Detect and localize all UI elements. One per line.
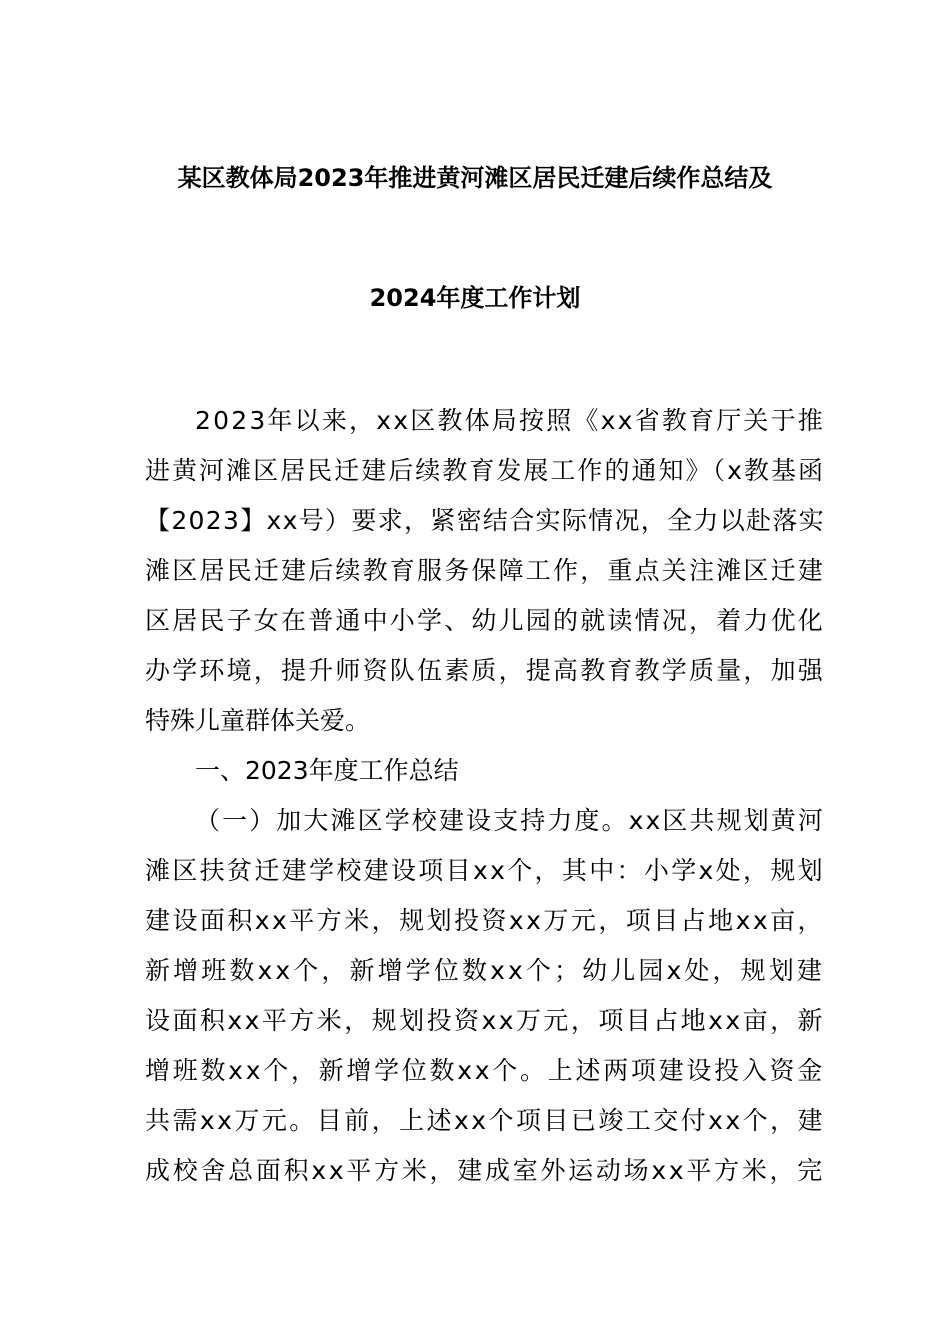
paragraph-line: 设面积xx平方米，规划投资xx万元，项目占地xx亩，新 <box>145 1006 825 1035</box>
document-body <box>145 401 825 1201</box>
paragraph-line: 滩区扶贫迁建学校建设项目xx个，其中：小学x处，规划 <box>145 856 825 885</box>
paragraph-line: 成校舍总面积xx平方米，建成室外运动场xx平方米，完 <box>145 1156 825 1185</box>
document-title-line-2: 2024年度工作计划 <box>369 284 581 312</box>
paragraph-school-construction <box>145 801 825 1201</box>
paragraph-line: 2023年以来，xx区教体局按照《xx省教育厅关于推 <box>195 406 825 435</box>
paragraph-line: 办学环境，提升师资队伍素质，提高教育教学质量，加强 <box>145 656 825 685</box>
paragraph-line: 增班数xx个，新增学位数xx个。上述两项建设投入资金 <box>145 1056 825 1085</box>
section-heading: 一、2023年度工作总结 <box>195 756 459 785</box>
paragraph-intro <box>145 401 825 751</box>
paragraph-line: 区居民子女在普通中小学、幼儿园的就读情况，着力优化 <box>145 606 825 635</box>
paragraph-line: 滩区居民迁建后续教育服务保障工作，重点关注滩区迁建 <box>145 556 825 585</box>
paragraph-line: 建设面积xx平方米，规划投资xx万元，项目占地xx亩， <box>145 906 825 935</box>
paragraph-line: 进黄河滩区居民迁建后续教育发展工作的通知》（x教基函 <box>145 456 825 485</box>
document-title-line-1: 某区教体局2023年推进黄河滩区居民迁建后续作总结及 <box>177 164 773 192</box>
paragraph-line: 【2023】xx号）要求，紧密结合实际情况，全力以赴落实 <box>145 506 825 535</box>
paragraph-line: 特殊儿童群体关爱。 <box>145 706 371 735</box>
paragraph-line: （一）加大滩区学校建设支持力度。xx区共规划黄河 <box>195 806 825 835</box>
paragraph-line: 新增班数xx个，新增学位数xx个；幼儿园x处，规划建 <box>145 956 825 985</box>
paragraph-line: 共需xx万元。目前，上述xx个项目已竣工交付xx个，建 <box>145 1106 825 1135</box>
